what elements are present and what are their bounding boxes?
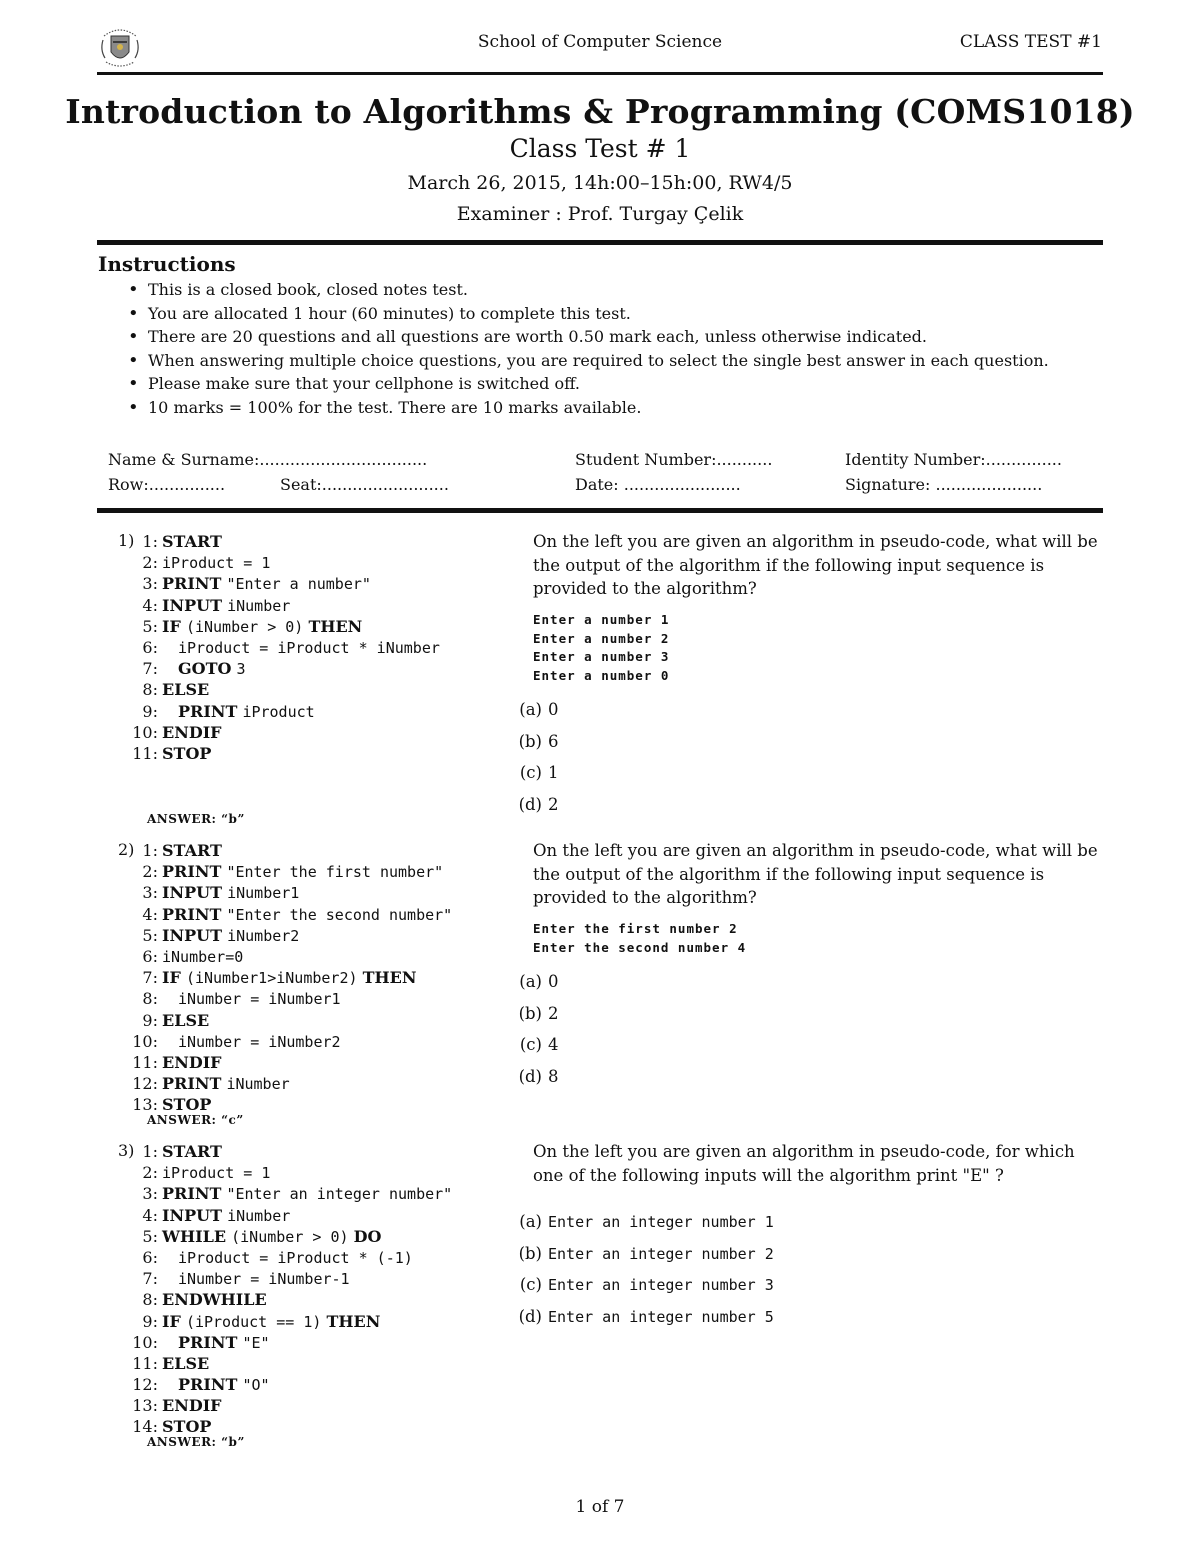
code-line [128, 1226, 452, 1247]
code-line [128, 573, 440, 594]
code-line-number: 5: [142, 1226, 158, 1246]
code-line-number: 7: [142, 1269, 158, 1289]
question-3-options [508, 1206, 774, 1332]
option-letter: (d) [518, 1306, 542, 1326]
code-line-number: 2: [142, 1163, 158, 1183]
code-keyword: INPUT [162, 595, 222, 615]
code-line [128, 552, 440, 573]
info-rule [97, 508, 1103, 513]
option-letter: (a) [519, 700, 542, 719]
code-keyword: DO [353, 1226, 382, 1246]
code-line [128, 946, 452, 967]
code-line-number: 4: [142, 904, 158, 924]
code-keyword: INPUT [162, 1205, 222, 1225]
header-school: School of Computer Science [477, 32, 723, 52]
code-text: (iNumber > 0) [185, 617, 304, 636]
code-line-number: 4: [142, 595, 158, 615]
code-line-number: 12: [132, 1375, 158, 1395]
instruction-item: • 10 marks = 100% for the test. There are 10 marks available. [128, 396, 1049, 420]
code-text: iNumber [226, 1075, 290, 1094]
code-line-number: 9: [142, 1010, 158, 1030]
code-line [128, 988, 452, 1009]
code-line [128, 1141, 452, 1162]
code-text: "E" [242, 1333, 270, 1352]
code-keyword: ENDIF [162, 1052, 222, 1072]
code-line [128, 882, 452, 903]
code-keyword: PRINT [162, 904, 222, 924]
answer-option [508, 1269, 774, 1301]
code-line-number: 8: [142, 989, 158, 1009]
code-line-number: 12: [132, 1074, 158, 1094]
option-text: 0 [548, 700, 559, 719]
code-keyword: PRINT [178, 1375, 238, 1395]
code-line [128, 679, 440, 700]
question-3-answer: ANSWER: “b” [147, 1435, 245, 1449]
instruction-item: • Please make sure that your cellphone is switched off. [128, 372, 1049, 396]
option-letter: (c) [519, 1275, 542, 1294]
code-keyword: PRINT [162, 1074, 222, 1094]
code-text: iNumber = iNumber2 [178, 1032, 341, 1051]
question-3-prompt: On the left you are given an algorithm in pseudo-code, for which one of the following inputs will the algorithm print "E" ? [533, 1142, 1075, 1185]
identity-number-field[interactable]: Identity Number:............... [845, 450, 1062, 469]
option-letter: (c) [519, 1035, 542, 1054]
option-text: 0 [548, 972, 559, 991]
date-line: March 26, 2015, 14h:00–15h:00, RW4/5 [407, 172, 793, 194]
code-keyword: PRINT [178, 701, 238, 721]
code-line-number: 9: [142, 1311, 158, 1331]
code-text: (iNumber1>iNumber2) [185, 969, 358, 988]
code-line-number: 4: [142, 1205, 158, 1225]
code-line [128, 1395, 452, 1416]
option-text: Enter an integer number 5 [548, 1307, 774, 1326]
code-line-number: 8: [142, 1290, 158, 1310]
code-keyword: PRINT [162, 862, 222, 882]
code-keyword: STOP [162, 743, 212, 763]
page-title: Introduction to Algorithms & Programming (COMS1018) [65, 92, 1135, 131]
instructions-heading: Instructions [98, 252, 236, 276]
code-text: iProduct = 1 [162, 554, 271, 573]
code-text: iProduct = iProduct * iNumber [178, 638, 440, 657]
option-letter: (b) [518, 1243, 542, 1263]
code-line-number: 1: [142, 1142, 158, 1161]
student-number-field[interactable]: Student Number:........... [575, 450, 773, 469]
code-line [128, 904, 452, 925]
answer-option [508, 1061, 559, 1093]
instruction-item: • This is a closed book, closed notes test. [128, 278, 1049, 302]
code-text: iNumber1 [227, 884, 300, 903]
code-keyword: START [162, 532, 222, 551]
code-keyword: PRINT [162, 574, 222, 594]
code-keyword: ENDIF [162, 722, 222, 742]
code-line-number: 13: [132, 1095, 158, 1115]
code-text: iNumber2 [227, 926, 300, 945]
code-line-number: 5: [142, 616, 158, 636]
answer-option [508, 757, 559, 789]
answer-option [508, 694, 559, 726]
option-letter: (b) [518, 1003, 542, 1023]
code-keyword: START [162, 841, 222, 860]
option-letter: (d) [518, 794, 542, 814]
code-line-number: 13: [132, 1396, 158, 1416]
code-line-number: 10: [132, 1332, 158, 1352]
instructions-list [128, 278, 1049, 419]
input-line: Enter a number 1 [533, 612, 670, 627]
code-keyword: INPUT [162, 883, 222, 903]
code-keyword: THEN [326, 1311, 381, 1331]
question-1-number: 1) [118, 531, 135, 550]
code-keyword: START [162, 1142, 222, 1161]
page-number: 1 of 7 [575, 1497, 625, 1517]
code-text: "Enter the second number" [226, 905, 453, 924]
code-keyword: STOP [162, 1417, 212, 1437]
answer-option [508, 1301, 774, 1333]
code-line-number: 8: [142, 680, 158, 700]
code-line-number: 1: [142, 532, 158, 551]
code-line [128, 967, 452, 988]
option-text: Enter an integer number 2 [548, 1244, 774, 1263]
page-subtitle: Class Test # 1 [509, 134, 691, 163]
code-line [128, 1374, 452, 1395]
code-line-number: 14: [132, 1417, 158, 1437]
question-2-options [508, 966, 559, 1092]
question-1-input-sequence [533, 611, 669, 685]
code-line [128, 1332, 452, 1353]
code-text: iProduct = iProduct * (-1) [178, 1248, 413, 1267]
code-text: iNumber = iNumber-1 [178, 1270, 350, 1289]
option-text: Enter an integer number 3 [548, 1276, 774, 1294]
question-1-answer: ANSWER: “b” [147, 812, 245, 826]
option-text: 8 [548, 1066, 559, 1086]
code-text: (iNumber > 0) [231, 1227, 349, 1246]
instruction-item: • There are 20 questions and all questions are worth 0.50 mark each, unless otherwise indicated. [128, 325, 1049, 349]
question-3-code [128, 1141, 452, 1438]
code-text: (iProduct == 1) [185, 1312, 322, 1331]
input-line: Enter a number 2 [533, 630, 670, 646]
option-letter: (a) [519, 972, 542, 991]
code-line [128, 637, 440, 658]
question-2-prompt: On the left you are given an algorithm in pseudo-code, what will be the output of the algorithm if the following input sequence is provided to the algorithm? [533, 841, 1098, 907]
code-line [128, 658, 440, 679]
code-line [128, 531, 440, 552]
option-text: 2 [548, 794, 559, 814]
code-line-number: 6: [142, 637, 158, 657]
code-line-number: 2: [142, 553, 158, 573]
code-line [128, 616, 440, 637]
code-keyword: ELSE [162, 680, 210, 700]
code-text: iProduct = 1 [162, 1164, 271, 1183]
option-letter: (d) [518, 1066, 542, 1086]
header-rule [97, 72, 1103, 75]
code-line-number: 3: [142, 883, 158, 903]
code-line-number: 9: [142, 701, 158, 721]
seat-field[interactable]: Seat:......................... [280, 475, 449, 494]
code-keyword: ELSE [162, 1010, 210, 1030]
code-line-number: 3: [142, 574, 158, 594]
question-2-number: 2) [118, 840, 135, 859]
code-line [128, 1289, 452, 1310]
code-line [128, 1205, 452, 1226]
option-text: 2 [548, 1003, 559, 1023]
code-text: iProduct [242, 702, 315, 721]
code-line-number: 6: [142, 1247, 158, 1267]
title-rule [97, 240, 1103, 245]
code-text: "Enter the first number" [226, 863, 444, 882]
code-line-number: 11: [132, 1353, 158, 1373]
code-text: "O" [242, 1376, 270, 1395]
code-line-number: 6: [142, 946, 158, 966]
name-surname-field[interactable]: Name & Surname:................................. [108, 450, 428, 469]
code-line [128, 595, 440, 616]
code-line [128, 1052, 452, 1073]
question-2-input-sequence [533, 920, 746, 957]
code-keyword: THEN [308, 616, 363, 636]
code-text: 3 [236, 660, 246, 679]
question-2-answer: ANSWER: “c” [147, 1113, 244, 1127]
code-text: iNumber [227, 596, 291, 615]
code-text: iNumber=0 [162, 947, 244, 966]
code-keyword: INPUT [162, 925, 222, 945]
instruction-item: • When answering multiple choice questions, you are required to select the single best answer in each question. [128, 349, 1049, 373]
code-line [128, 1031, 452, 1052]
code-line [128, 1010, 452, 1031]
code-text: "Enter a number" [226, 575, 371, 594]
answer-option [508, 789, 559, 821]
option-text: 1 [548, 763, 559, 782]
option-letter: (b) [518, 731, 542, 751]
option-text: Enter an integer number 1 [548, 1213, 774, 1231]
input-line: Enter a number 0 [533, 667, 670, 683]
question-2-code [128, 840, 452, 1115]
answer-option [508, 966, 559, 998]
code-line-number: 7: [142, 659, 158, 679]
code-line [128, 722, 440, 743]
code-keyword: PRINT [162, 1184, 222, 1204]
date-field[interactable]: Date: ....................... [575, 475, 741, 494]
answer-option [508, 726, 559, 758]
code-keyword: GOTO [178, 659, 232, 679]
question-1-prompt: On the left you are given an algorithm in pseudo-code, what will be the output of the algorithm if the following input sequence is provided to the algorithm? [533, 532, 1098, 598]
code-line [128, 861, 452, 882]
code-text: iNumber = iNumber1 [178, 990, 341, 1009]
code-line-number: 10: [132, 722, 158, 742]
code-line-number: 10: [132, 1031, 158, 1051]
code-line-number: 3: [142, 1184, 158, 1204]
code-line [128, 1247, 452, 1268]
code-line-number: 7: [142, 968, 158, 988]
question-1-options [508, 694, 559, 820]
code-line-number: 5: [142, 925, 158, 945]
code-line [128, 701, 440, 722]
code-line [128, 1268, 452, 1289]
option-text: 4 [548, 1035, 559, 1054]
code-line [128, 1073, 452, 1094]
code-keyword: ENDWHILE [162, 1290, 267, 1310]
input-line: Enter the first number 2 [533, 921, 738, 936]
code-line [128, 840, 452, 861]
code-keyword: IF [162, 616, 181, 636]
code-line-number: 11: [132, 1052, 158, 1072]
code-line [128, 1183, 452, 1204]
code-line-number: 2: [142, 862, 158, 882]
code-keyword: THEN [362, 968, 417, 988]
code-line-number: 1: [142, 841, 158, 860]
header-test-label: CLASS TEST #1 [959, 32, 1102, 52]
option-text: 6 [548, 731, 559, 751]
option-letter: (c) [519, 763, 542, 782]
code-line [128, 925, 452, 946]
input-line: Enter a number 3 [533, 649, 670, 664]
signature-field[interactable]: Signature: ..................... [845, 475, 1043, 494]
answer-option [508, 998, 559, 1030]
question-1-code [128, 531, 440, 764]
code-keyword: ELSE [162, 1353, 210, 1373]
code-text: "Enter an integer number" [226, 1185, 453, 1204]
code-line [128, 743, 440, 764]
code-line [128, 1162, 452, 1183]
code-line [128, 1353, 452, 1374]
code-keyword: PRINT [178, 1332, 238, 1352]
code-keyword: WHILE [162, 1226, 227, 1246]
code-keyword: IF [162, 968, 181, 988]
examiner-line: Examiner : Prof. Turgay Çelik [456, 203, 744, 225]
answer-option [508, 1029, 559, 1061]
code-keyword: ENDIF [162, 1396, 222, 1416]
row-field[interactable]: Row:............... [108, 475, 226, 494]
answer-option [508, 1238, 774, 1270]
question-3-number: 3) [118, 1141, 135, 1160]
instruction-item: • You are allocated 1 hour (60 minutes) to complete this test. [128, 302, 1049, 326]
answer-option [508, 1206, 774, 1238]
code-keyword: STOP [162, 1095, 212, 1115]
code-line-number: 11: [132, 743, 158, 763]
option-letter: (a) [519, 1212, 542, 1231]
code-keyword: IF [162, 1311, 181, 1331]
input-line: Enter the second number 4 [533, 939, 747, 955]
code-text: iNumber [227, 1206, 291, 1225]
code-line [128, 1311, 452, 1332]
